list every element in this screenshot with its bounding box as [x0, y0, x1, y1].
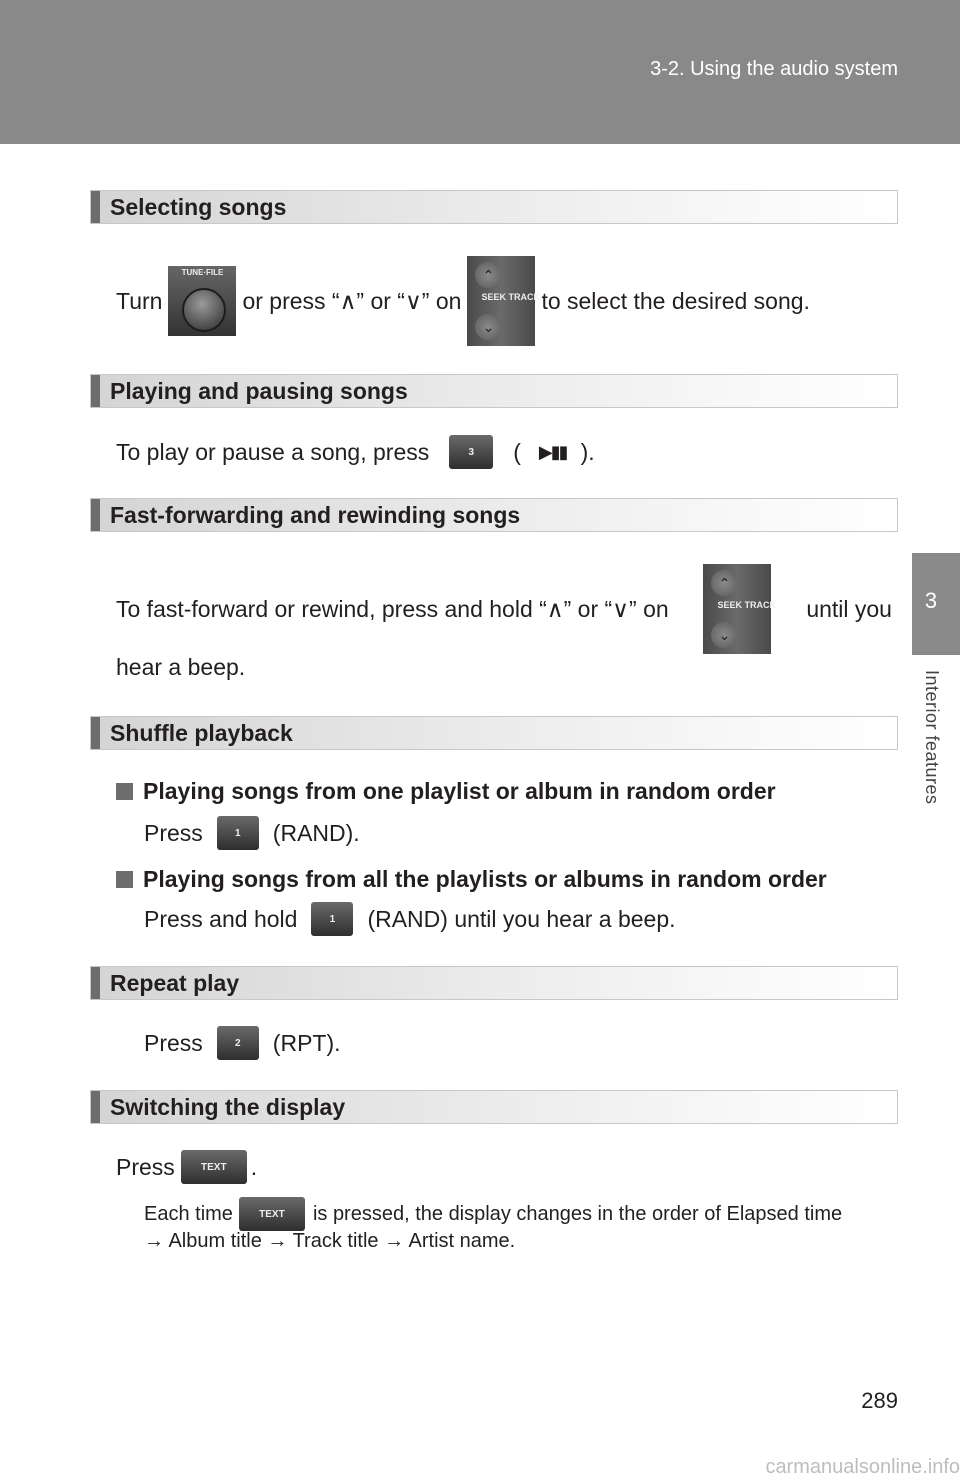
display-note-2: → Album title → Track title → Artist name.: [144, 1230, 516, 1252]
button-2-icon: 2: [217, 1026, 259, 1060]
seek-track-icon: ⌃ SEEK TRACK ⌄: [467, 256, 535, 346]
fast-text: To fast-forward or rewind, press and hold “∧” or “∨” on ⌃ SEEK TRACK ⌄ until you: [116, 564, 892, 654]
fast-text-2: hear a beep.: [116, 654, 246, 680]
seek-track-icon-2: ⌃ SEEK TRACK ⌄: [703, 564, 771, 654]
chapter-title: 3-2. Using the audio system: [650, 58, 898, 80]
shuffle-text-1: Press 1 (RAND).: [144, 814, 360, 852]
chapter-tab-number: 3: [924, 588, 938, 613]
play-pause-icon: ▶▮▮: [538, 441, 567, 462]
button-3-icon: 3: [449, 435, 493, 469]
seek-down-arrow-icon: ⌄: [711, 622, 737, 648]
seek-up-arrow-icon: ⌃: [475, 262, 501, 288]
seek-down-arrow-icon: ⌄: [475, 314, 501, 340]
page-number: 289: [861, 1388, 898, 1413]
shuffle-text-2: Press and hold 1 (RAND) until you hear a beep.: [144, 900, 676, 938]
text-button-icon-2: TEXT: [239, 1197, 305, 1231]
section-heading-repeat: Repeat play: [90, 966, 898, 1000]
seek-up-arrow-icon: ⌃: [711, 570, 737, 596]
section-heading-fast: Fast-forwarding and rewinding songs: [90, 498, 898, 532]
display-note-1: Each time TEXT is pressed, the display changes in the order of Elapsed time: [144, 1196, 842, 1232]
section-heading-playing: Playing and pausing songs: [90, 374, 898, 408]
chapter-tab-label: Interior features: [922, 670, 942, 805]
button-1-icon: 1: [217, 816, 259, 850]
shuffle-subheading-1: Playing songs from one playlist or album in random order: [116, 778, 776, 805]
repeat-text: Press 2 (RPT).: [144, 1024, 341, 1062]
playing-text: To play or pause a song, press 3 ( ▶▮▮ ).: [116, 432, 595, 472]
text-button-icon: TEXT: [181, 1150, 247, 1184]
section-heading-display: Switching the display: [90, 1090, 898, 1124]
tune-file-knob-icon: TUNE·FILE: [168, 266, 236, 336]
button-1-icon-2: 1: [311, 902, 353, 936]
shuffle-subheading-2: Playing songs from all the playlists or albums in random order: [116, 866, 827, 893]
watermark: carmanualsonline.info: [765, 1456, 960, 1478]
section-heading-shuffle: Shuffle playback: [90, 716, 898, 750]
selecting-text: Turn TUNE·FILE or press “∧” or “∨” on ⌃ SEEK TRACK ⌄ to select the desired song.: [116, 256, 810, 346]
display-text: Press TEXT .: [116, 1148, 257, 1186]
section-heading-selecting: Selecting songs: [90, 190, 898, 224]
